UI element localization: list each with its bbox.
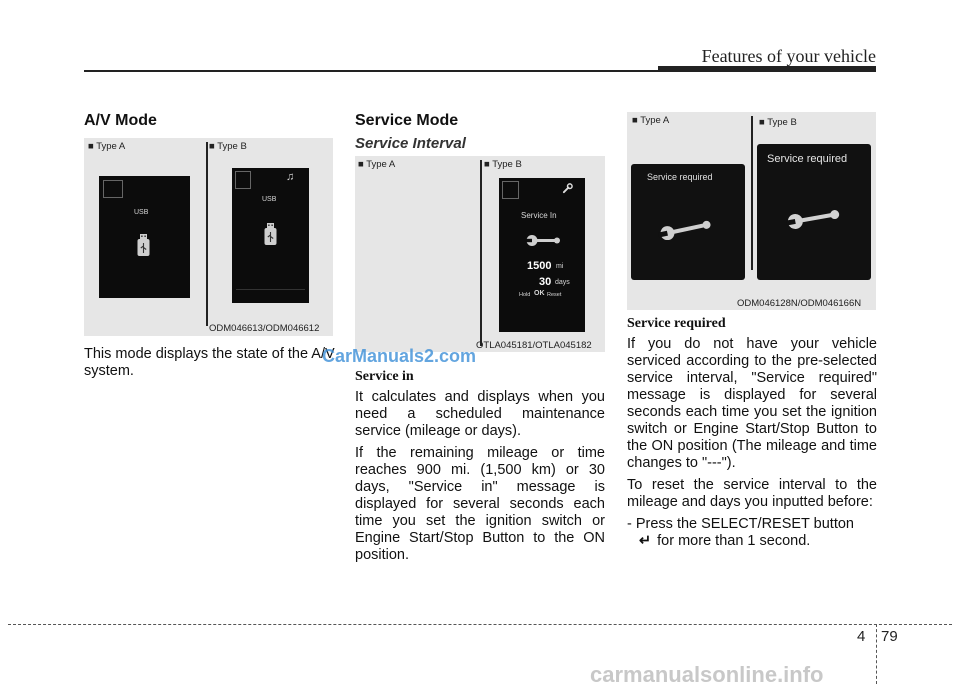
enter-icon: ↵ <box>639 533 652 549</box>
footer-rule <box>8 624 952 625</box>
service-required-label: Service required <box>767 153 848 165</box>
service-required-label: Service required <box>647 172 713 182</box>
figure-divider <box>480 160 482 346</box>
wrench-icon <box>657 218 717 240</box>
service-required-paragraph: To reset the service interval to the mileage and days you inputted before: <box>627 477 877 510</box>
service-mode-title: Service Mode <box>355 112 459 129</box>
days-unit: days <box>555 279 570 286</box>
footer-divider <box>876 624 877 684</box>
service-required-description <box>627 336 877 550</box>
service-in-paragraph: If the remaining mileage or time reaches 900 mi. (1,500 km) or 30 days, "Service in" message is displayed for several seconds each time you set the ignition switch or Engine Start/Stop Button to the ON position. <box>355 445 605 563</box>
wrench-icon <box>525 233 563 248</box>
av-type-a-label: ■ Type A <box>88 141 126 152</box>
ok-label: OK <box>534 290 545 297</box>
service-type-a-label: ■ Type A <box>358 159 396 170</box>
miles-value: 1500 <box>527 260 552 272</box>
service-required-paragraph: If you do not have your vehicle serviced according to the pre-selected service interval, "Service required" message is displayed for several seconds each time you set the ignition switch or Engine Start/Stop Button to the ON position (The mileage and time changes to "---"). <box>627 336 877 471</box>
days-value: 30 <box>539 276 552 288</box>
screen-rule <box>236 289 305 290</box>
service-interval-subtitle: Service Interval <box>355 135 466 152</box>
reset-step-duration: for more than 1 second. <box>657 533 811 549</box>
av-mode-description: This mode displays the state of the A/V system. <box>84 346 335 379</box>
service-required-figure <box>627 112 876 310</box>
figure-divider <box>206 142 208 326</box>
mode-indicator-box <box>502 181 519 199</box>
av-type-b-label: ■ Type B <box>209 141 247 152</box>
figure-divider <box>751 116 753 270</box>
av-image-code: ODM046613/ODM046612 <box>209 323 320 334</box>
av-mode-figure <box>84 138 333 336</box>
av-screen-a <box>99 176 190 298</box>
reset-label: Reset <box>547 292 562 298</box>
page-number: 79 <box>881 628 898 645</box>
service-in-image-code: OTLA045181/OTLA045182 <box>476 340 592 351</box>
service-type-b-label: ■ Type B <box>484 159 522 170</box>
av-mode-title: A/V Mode <box>84 112 157 129</box>
watermark: CarManuals2.com <box>322 346 477 366</box>
mode-indicator-box <box>235 171 251 189</box>
wrench-icon <box>562 183 573 194</box>
service-in-heading-text: Service in <box>355 369 414 384</box>
wrench-icon <box>785 206 845 230</box>
hold-label: Hold <box>519 292 531 298</box>
usb-icon <box>264 223 277 247</box>
service-in-figure <box>355 156 605 352</box>
service-in-screen <box>499 178 585 332</box>
required-type-b-label: ■ Type B <box>759 117 797 128</box>
header-rule-accent <box>658 66 876 72</box>
miles-unit: mi <box>556 263 564 270</box>
reset-step: - Press the SELECT/RESET button <box>627 516 854 532</box>
service-in-heading: Service In <box>521 211 557 220</box>
usb-label: USB <box>262 196 277 203</box>
mode-indicator-box <box>103 180 123 198</box>
service-required-heading: Service required <box>627 316 726 331</box>
service-required-image-code: ODM046128N/ODM046166N <box>737 298 862 309</box>
chapter-number: 4 <box>857 628 866 645</box>
av-screen-b <box>232 168 309 303</box>
service-required-screen-a <box>631 164 745 280</box>
page-header-title: Features of your vehicle <box>701 46 876 66</box>
watermark: carmanualsonline.info <box>590 662 824 687</box>
service-in-description <box>355 389 605 564</box>
music-note-icon: ♫ <box>286 171 295 183</box>
usb-label: USB <box>134 209 149 216</box>
service-required-screen-b <box>757 144 871 280</box>
usb-icon <box>137 234 150 258</box>
service-in-paragraph: It calculates and displays when you need a scheduled maintenance service (mileage or days). <box>355 389 605 439</box>
required-type-a-label: ■ Type A <box>632 115 670 126</box>
reset-step-continued <box>627 533 877 550</box>
